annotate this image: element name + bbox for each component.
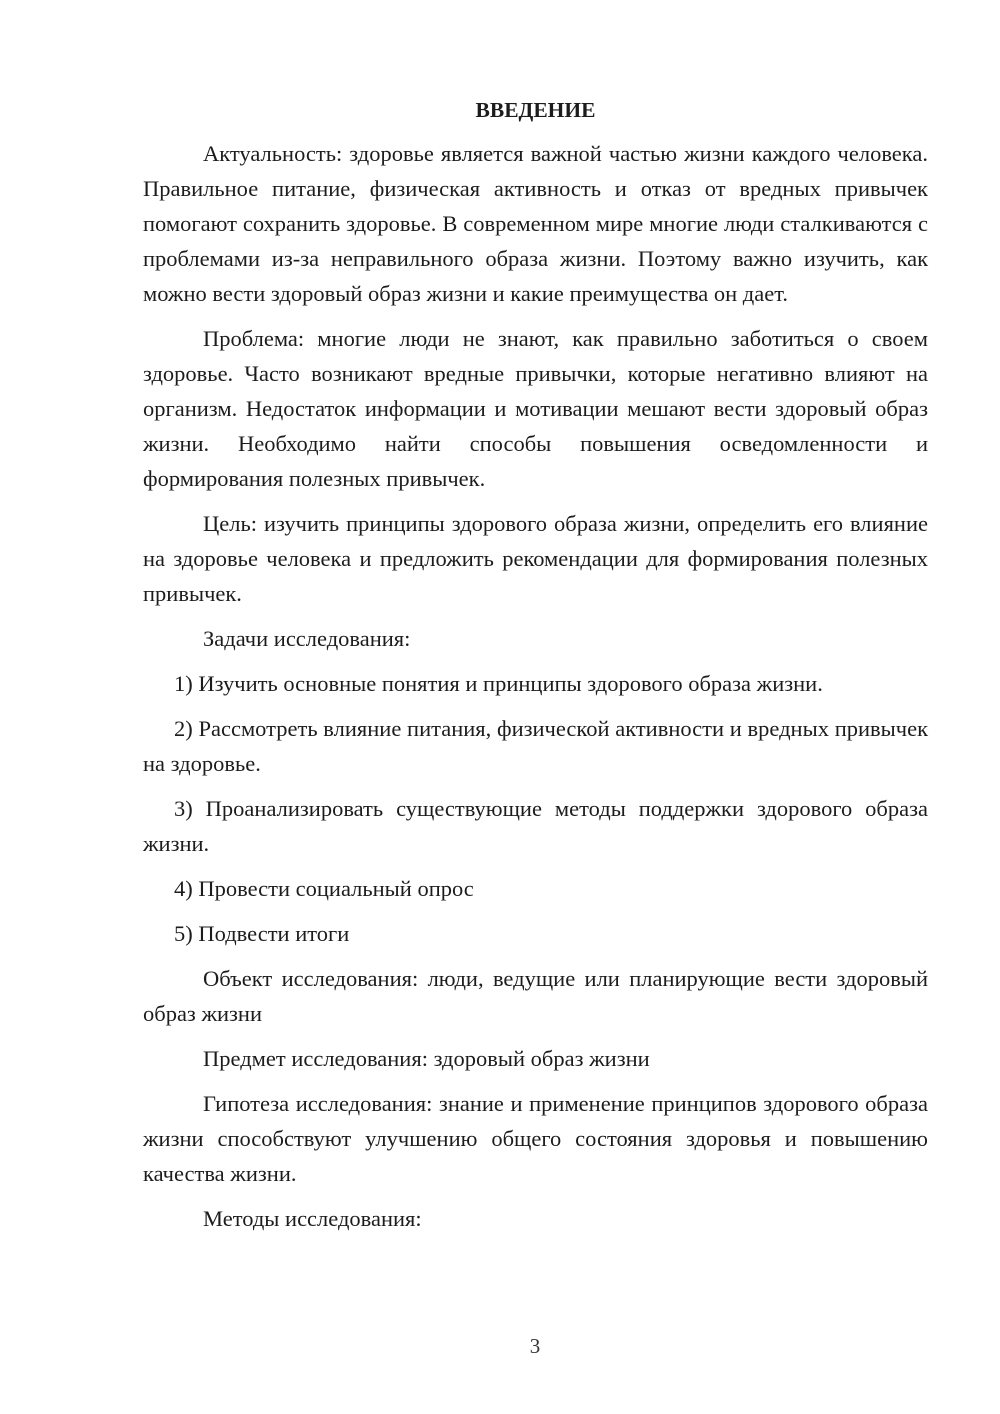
section-title: ВВЕДЕНИЕ <box>475 98 596 122</box>
page-number: 3 <box>529 1334 541 1358</box>
task-item-3: 3) Проанализировать существующие методы поддержки здорового образа жизни. <box>143 796 928 856</box>
task-item-4: 4) Провести социальный опрос <box>174 876 474 901</box>
task-item-1: 1) Изучить основные понятия и принципы здорового образа жизни. <box>174 671 823 696</box>
paragraph-methods: Методы исследования: <box>203 1206 422 1231</box>
paragraph-tasks-heading: Задачи исследования: <box>203 626 411 651</box>
paragraph-hypothesis: Гипотеза исследования: знание и применение принципов здорового образа жизни способствуют улучшению общего состояния здоровья и повышению качества жизни. <box>143 1091 928 1186</box>
paragraph-subject: Предмет исследования: здоровый образ жизни <box>203 1046 650 1071</box>
paragraph-object: Объект исследования: люди, ведущие или планирующие вести здоровый образ жизни <box>143 966 928 1026</box>
task-item-5: 5) Подвести итоги <box>174 921 350 946</box>
paragraph-relevance: Актуальность: здоровье является важной частью жизни каждого человека. Правильное питание, физическая активность и отказ от вредных привычек помогают сохранить здоровье. В современном мире многие люди сталкиваются с проблемами из-за неправильного образа жизни. Поэтому важно изучить, как можно вести здоровый образ жизни и какие преимущества он дает. <box>143 141 928 306</box>
paragraph-problem: Проблема: многие люди не знают, как правильно заботиться о своем здоровье. Часто возникают вредные привычки, которые негативно влияют на организм. Недостаток информации и мотивации мешают вести здоровый образ жизни. Необходимо найти способы повышения осведомленности и формирования полезных привычек. <box>143 326 928 491</box>
paragraph-goal: Цель: изучить принципы здорового образа жизни, определить его влияние на здоровье человека и предложить рекомендации для формирования полезных привычек. <box>143 511 928 606</box>
document-page <box>143 93 928 1246</box>
task-item-2: 2) Рассмотреть влияние питания, физической активности и вредных привычек на здоровье. <box>143 716 928 776</box>
